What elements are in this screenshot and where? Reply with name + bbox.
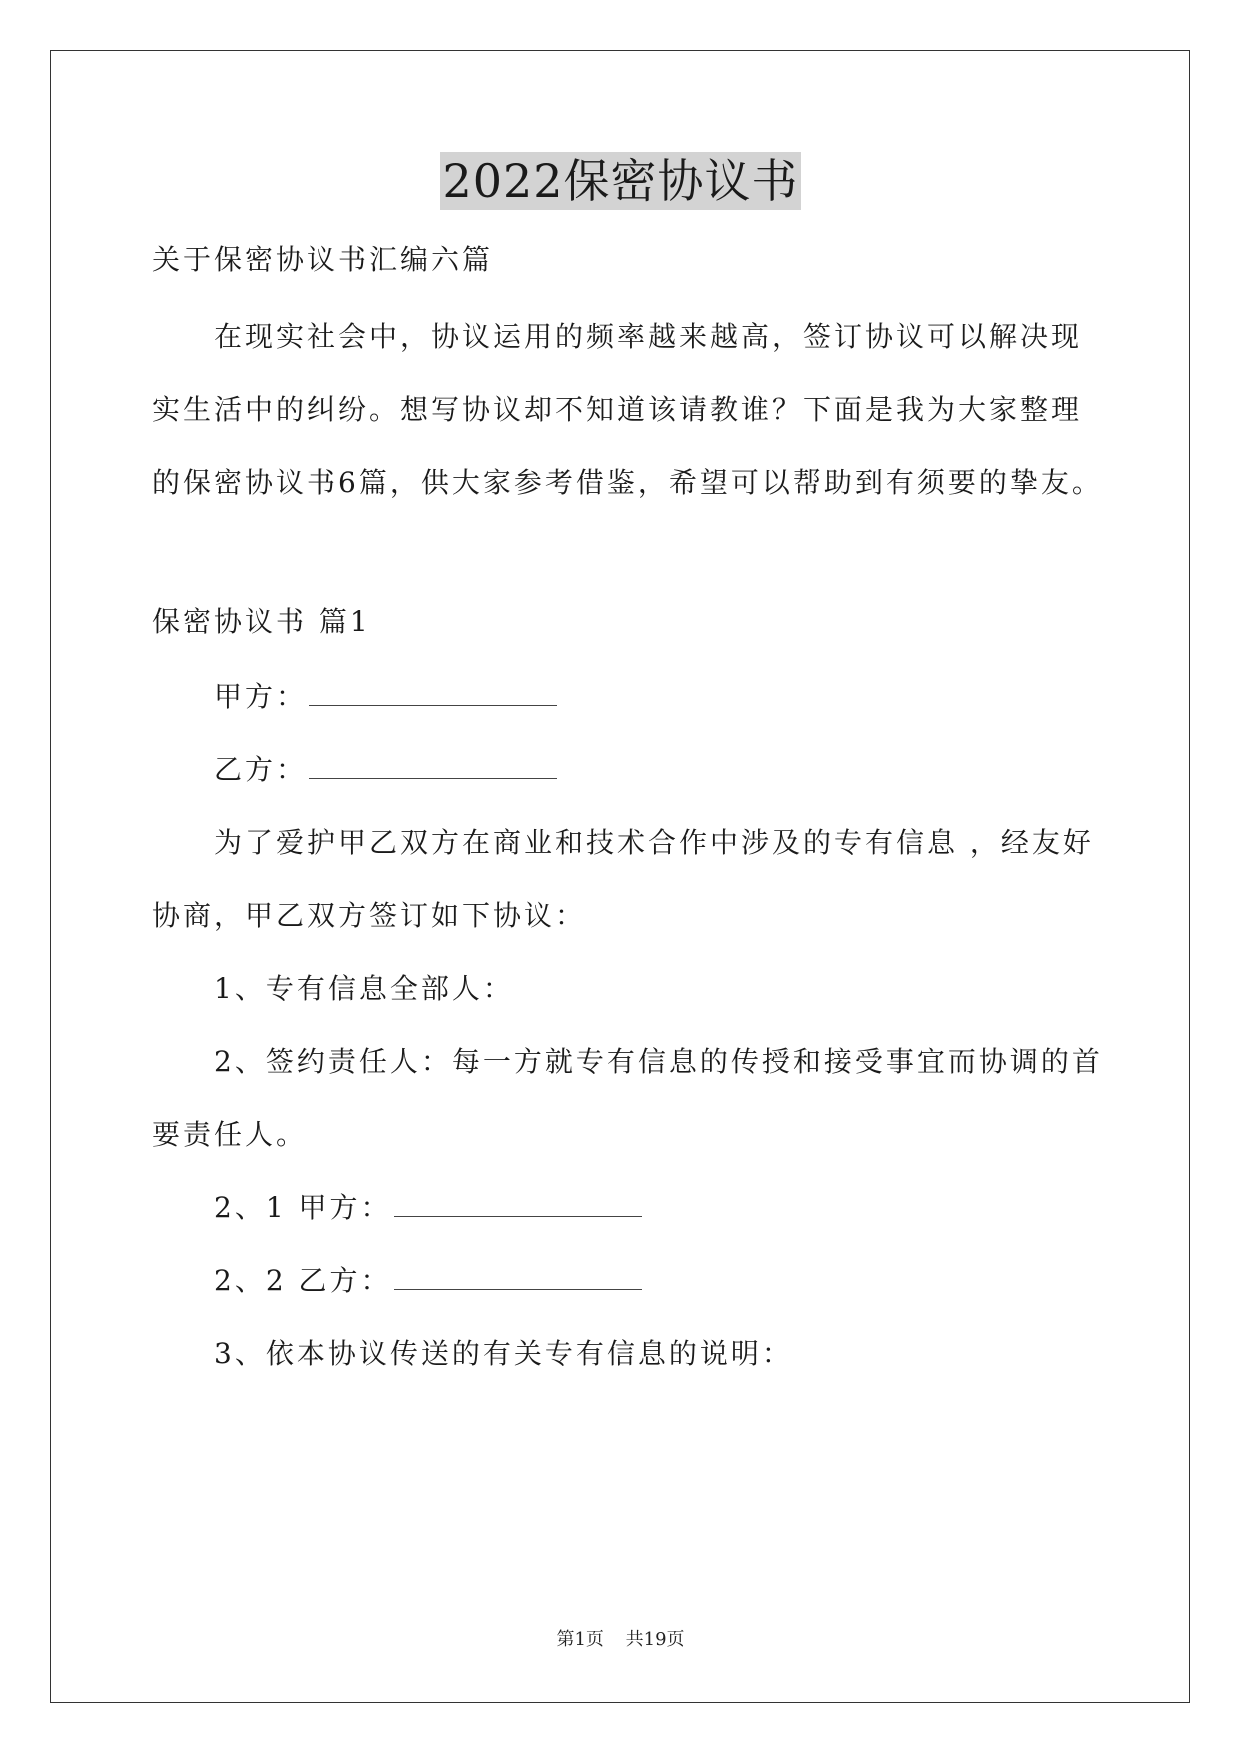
clause-2-2-blank [394,1265,642,1290]
intro-line-1: 在现实社会中，协议运用的频率越来越高，签订协议可以解决现 [214,320,1083,353]
clause-3: 3、依本协议传送的有关专有信息的说明： [214,1337,793,1370]
clause-2-1-row [214,1188,642,1228]
clause-2-2-label: 2、2 乙方： [214,1264,392,1297]
intro-line-2: 实生活中的纠纷。想写协议却不知道该请教谁？下面是我为大家整理 [152,393,1083,426]
page-footer [0,1628,1241,1652]
clause-1: 1、专有信息全部人： [214,972,514,1005]
clause-2-line-2: 要责任人。 [152,1118,308,1151]
intro-line-3: 的保密协议书6篇，供大家参考借鉴，希望可以帮助到有须要的挚友。 [152,466,1103,499]
page-number-current: 第1页 [556,1629,604,1650]
clause-2-2-row [214,1261,642,1301]
page-number-total: 共19页 [625,1629,685,1650]
clause-2-line-1: 2、签约责任人：每一方就专有信息的传授和接受事宜而协调的首 [214,1045,1103,1078]
purpose-line-1: 为了爱护甲乙双方在商业和技术合作中涉及的专有信息 ，经友好 [214,826,1094,859]
party-a-blank [309,681,557,706]
party-b-label: 乙方： [214,753,308,786]
party-b-row [214,750,557,790]
party-a-row [214,677,557,717]
party-b-blank [309,754,557,779]
party-a-label: 甲方： [214,680,308,713]
document-subtitle: 关于保密协议书汇编六篇 [152,243,494,276]
page-border [50,50,1190,1703]
document-title-text: 2022保密协议书 [442,154,799,208]
purpose-line-2: 协商，甲乙双方签订如下协议： [152,899,587,932]
document-title [0,152,1241,210]
clause-2-1-blank [394,1192,642,1217]
section-heading: 保密协议书 篇1 [152,605,371,638]
clause-2-1-label: 2、1 甲方： [214,1191,392,1224]
